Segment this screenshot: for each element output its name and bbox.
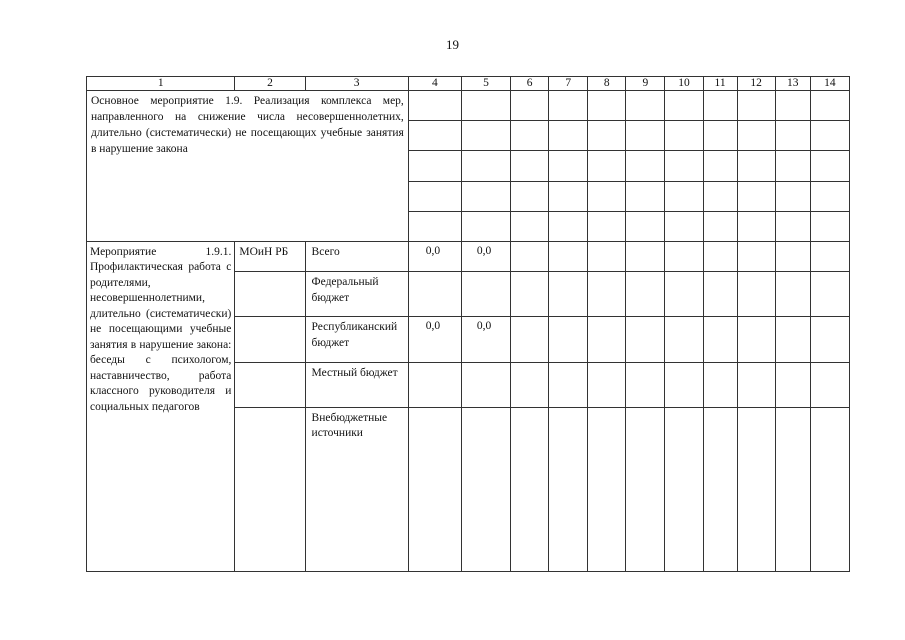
program-table bbox=[86, 76, 850, 572]
table-cell bbox=[511, 181, 549, 211]
source-cell bbox=[305, 241, 408, 271]
value-col4: 0,0 bbox=[425, 320, 441, 333]
executor-cell bbox=[235, 241, 305, 271]
value-col5: 0,0 bbox=[476, 244, 492, 257]
header-cell: 10 bbox=[665, 77, 703, 91]
header-cell: 14 bbox=[810, 77, 849, 91]
header-cell: 1 bbox=[87, 77, 235, 91]
value-col4 bbox=[409, 363, 461, 365]
header-cell: 12 bbox=[737, 77, 775, 91]
executor-cell bbox=[235, 272, 305, 317]
table-cell bbox=[511, 121, 549, 151]
table-cell bbox=[703, 91, 737, 121]
table-cell bbox=[461, 91, 510, 121]
table-cell bbox=[737, 181, 775, 211]
table-cell bbox=[703, 317, 737, 362]
event-cell bbox=[87, 241, 235, 571]
table-cell bbox=[703, 272, 737, 317]
table-cell bbox=[810, 272, 849, 317]
header-cell: 4 bbox=[408, 77, 461, 91]
table-cell bbox=[810, 317, 849, 362]
table-cell bbox=[665, 317, 703, 362]
table-cell bbox=[810, 241, 849, 271]
table-cell bbox=[549, 181, 588, 211]
table-cell bbox=[588, 211, 626, 241]
table-cell bbox=[461, 151, 510, 181]
table-cell bbox=[588, 272, 626, 317]
funding-source-label: Внебюджетные источники bbox=[311, 411, 388, 440]
table-cell bbox=[511, 407, 549, 571]
executor-cell bbox=[235, 362, 305, 407]
table-cell bbox=[810, 121, 849, 151]
table-cell bbox=[703, 181, 737, 211]
table-cell bbox=[775, 272, 810, 317]
header-cell: 8 bbox=[588, 77, 626, 91]
executor-cell bbox=[235, 317, 305, 362]
table-cell bbox=[549, 121, 588, 151]
table-cell bbox=[626, 181, 665, 211]
funding-source-label: Федеральный бюджет bbox=[311, 276, 379, 304]
table-cell bbox=[626, 121, 665, 151]
table-cell bbox=[461, 211, 510, 241]
table-cell bbox=[775, 181, 810, 211]
table-cell bbox=[511, 317, 549, 362]
table-cell bbox=[588, 362, 626, 407]
table-cell bbox=[737, 241, 775, 271]
table-cell bbox=[588, 151, 626, 181]
table-cell bbox=[511, 151, 549, 181]
table-cell bbox=[626, 211, 665, 241]
funding-row-total bbox=[87, 241, 850, 271]
source-cell bbox=[305, 317, 408, 362]
value-col5 bbox=[462, 408, 510, 410]
table-cell bbox=[626, 272, 665, 317]
value-cell bbox=[408, 362, 461, 407]
source-cell bbox=[305, 362, 408, 407]
value-cell bbox=[461, 362, 510, 407]
header-cell: 11 bbox=[703, 77, 737, 91]
table-cell bbox=[408, 181, 461, 211]
table-cell bbox=[775, 241, 810, 271]
value-col5: 0,0 bbox=[476, 320, 492, 333]
table-cell bbox=[511, 91, 549, 121]
table-cell bbox=[810, 362, 849, 407]
table-cell bbox=[549, 151, 588, 181]
funding-source-label: Республиканский бюджет bbox=[311, 321, 398, 349]
value-col4: 0,0 bbox=[425, 244, 441, 257]
value-col5 bbox=[462, 272, 510, 274]
table-cell bbox=[665, 272, 703, 317]
table-cell bbox=[665, 362, 703, 407]
table-cell bbox=[703, 151, 737, 181]
value-col4 bbox=[409, 272, 461, 274]
table-cell bbox=[665, 91, 703, 121]
table-cell bbox=[511, 272, 549, 317]
table-cell bbox=[810, 211, 849, 241]
table-cell bbox=[549, 241, 588, 271]
table-cell bbox=[810, 181, 849, 211]
value-col4 bbox=[409, 408, 461, 410]
value-cell bbox=[408, 241, 461, 271]
table-cell bbox=[775, 211, 810, 241]
table-cell bbox=[549, 211, 588, 241]
table-cell bbox=[549, 91, 588, 121]
table-cell bbox=[737, 121, 775, 151]
table-cell bbox=[588, 241, 626, 271]
table-cell bbox=[737, 317, 775, 362]
main-activity-title: Основное мероприятие 1.9. Реализация комплекса мер, направленного на снижение числа несовершеннолетних, длительно (систематически) не посещающих учебные занятия в нарушение закона bbox=[91, 95, 404, 156]
value-cell bbox=[408, 272, 461, 317]
table-cell bbox=[665, 241, 703, 271]
table-cell bbox=[737, 151, 775, 181]
table-cell bbox=[775, 407, 810, 571]
table-cell bbox=[626, 407, 665, 571]
table-cell bbox=[626, 362, 665, 407]
header-cell: 2 bbox=[235, 77, 305, 91]
table-cell bbox=[665, 151, 703, 181]
table-cell bbox=[665, 211, 703, 241]
table-cell bbox=[588, 407, 626, 571]
table-cell bbox=[511, 362, 549, 407]
table-cell bbox=[737, 407, 775, 571]
table-cell bbox=[408, 91, 461, 121]
table-cell bbox=[703, 121, 737, 151]
source-cell bbox=[305, 407, 408, 571]
main-activity-cell bbox=[87, 91, 409, 242]
header-cell: 13 bbox=[775, 77, 810, 91]
table-cell bbox=[703, 407, 737, 571]
table-cell bbox=[626, 91, 665, 121]
main-activity-row bbox=[87, 91, 850, 121]
table-cell bbox=[626, 241, 665, 271]
table-cell bbox=[626, 151, 665, 181]
table-cell bbox=[775, 151, 810, 181]
table-cell bbox=[775, 121, 810, 151]
header-row bbox=[87, 77, 850, 91]
table-cell bbox=[588, 121, 626, 151]
table-cell bbox=[775, 317, 810, 362]
executor-label: МОиН РБ bbox=[239, 245, 289, 258]
funding-source-label: Всего bbox=[311, 245, 340, 258]
table-cell bbox=[549, 407, 588, 571]
event-title: Мероприятие 1.9.1. Профилактическая работа с родителями, несовершеннолетними, длительно (систематически) не посещающими учебные занятия в нарушение закона: беседы с психологом, наставничество, работа классного руководителя и социальных педагогов bbox=[90, 245, 232, 413]
table-cell bbox=[511, 241, 549, 271]
table-cell bbox=[665, 407, 703, 571]
value-cell bbox=[461, 317, 510, 362]
table-cell bbox=[703, 211, 737, 241]
value-cell bbox=[408, 407, 461, 571]
table-cell bbox=[408, 211, 461, 241]
table-cell bbox=[665, 121, 703, 151]
page-number: 19 bbox=[446, 37, 459, 52]
table-cell bbox=[588, 91, 626, 121]
table-cell bbox=[737, 362, 775, 407]
header-cell: 7 bbox=[549, 77, 588, 91]
table-cell bbox=[737, 272, 775, 317]
table-cell bbox=[588, 181, 626, 211]
table-cell bbox=[461, 121, 510, 151]
value-cell bbox=[461, 407, 510, 571]
table-cell bbox=[810, 91, 849, 121]
source-cell bbox=[305, 272, 408, 317]
table-cell bbox=[549, 272, 588, 317]
table-cell bbox=[703, 362, 737, 407]
table-cell bbox=[810, 407, 849, 571]
header-cell: 3 bbox=[305, 77, 408, 91]
table-cell bbox=[511, 211, 549, 241]
table-cell bbox=[549, 317, 588, 362]
value-col5 bbox=[462, 363, 510, 365]
table-cell bbox=[408, 121, 461, 151]
table-cell bbox=[810, 151, 849, 181]
value-cell bbox=[461, 241, 510, 271]
table-cell bbox=[737, 211, 775, 241]
value-cell bbox=[408, 317, 461, 362]
executor-cell bbox=[235, 407, 305, 571]
table-cell bbox=[408, 151, 461, 181]
table-cell bbox=[703, 241, 737, 271]
table-cell bbox=[775, 362, 810, 407]
header-cell: 9 bbox=[626, 77, 665, 91]
table-cell bbox=[588, 317, 626, 362]
table-cell bbox=[461, 181, 510, 211]
funding-source-label: Местный бюджет bbox=[311, 366, 398, 379]
header-cell: 6 bbox=[511, 77, 549, 91]
table-cell bbox=[549, 362, 588, 407]
table-cell bbox=[775, 91, 810, 121]
header-cell: 5 bbox=[461, 77, 510, 91]
table-cell bbox=[665, 181, 703, 211]
value-cell bbox=[461, 272, 510, 317]
table-cell bbox=[626, 317, 665, 362]
table-cell bbox=[737, 91, 775, 121]
